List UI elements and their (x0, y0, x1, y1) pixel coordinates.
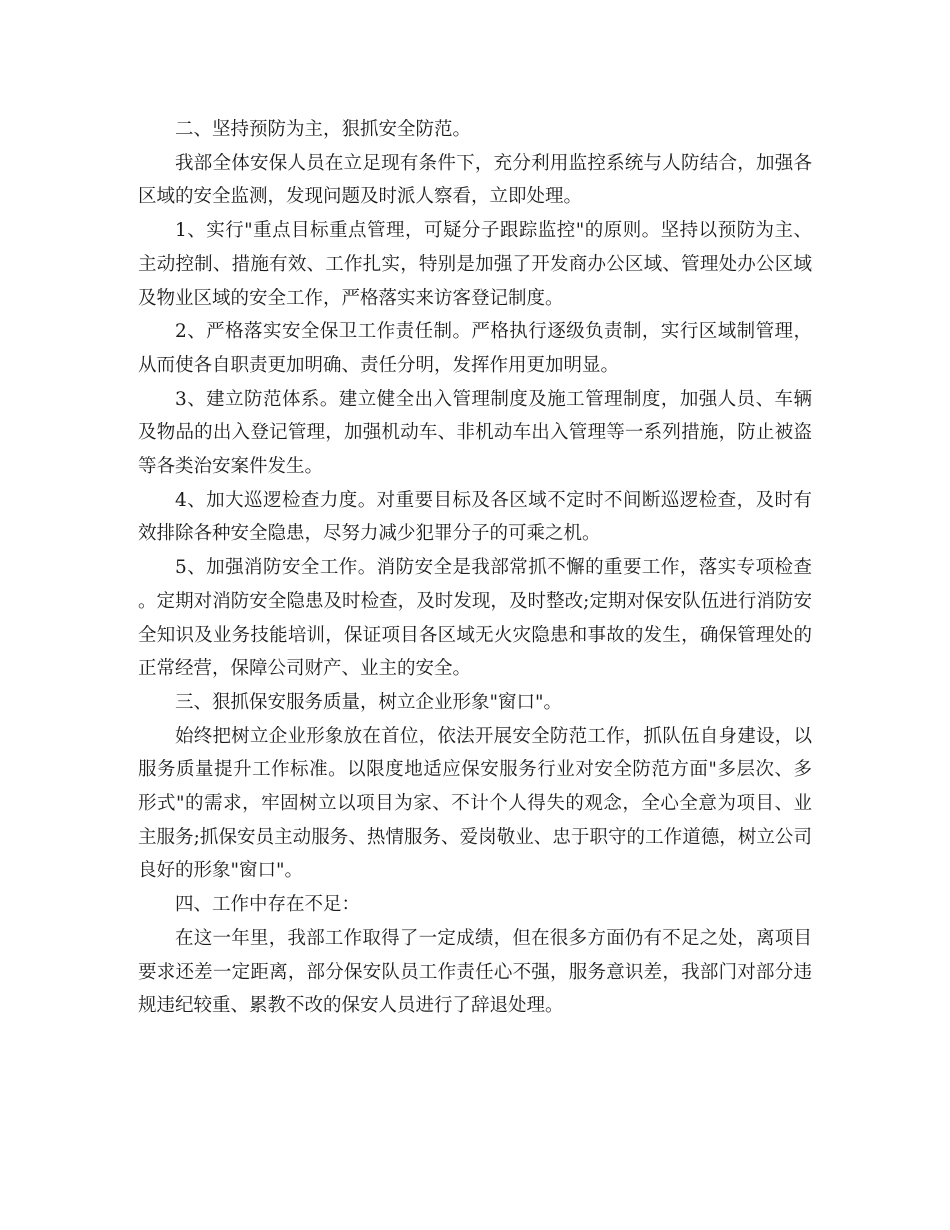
paragraph-overview: 我部全体安保人员在立足现有条件下，充分利用监控系统与人防结合，加强各区域的安全监测，发现问题及时派人察看，立即处理。 (138, 152, 812, 208)
paragraph-shortcomings: 在这一年里，我部工作取得了一定成绩，但在很多方面仍有不足之处，离项目要求还差一定距离，部分保安队员工作责任心不强，服务意识差，我部门对部分违规违纪较重、累教不改的保安人员进行了辞退处理。 (138, 927, 812, 1017)
section-heading-prevention: 二、坚持预防为主，狠抓安全防范。 (175, 119, 472, 140)
paragraph-item-5: 5、加强消防安全工作。消防安全是我部常抓不懈的重要工作，落实专项检查。定期对消防安全隐患及时检查，及时发现，及时整改;定期对保安队伍进行消防安全知识及业务技能培训，保证项目各区域无火灾隐患和事故的发生，确保管理处的正常经营，保障公司财产、业主的安全。 (138, 557, 812, 680)
paragraph-service-quality: 始终把树立企业形象放在首位，依法开展安全防范工作，抓队伍自身建设，以服务质量提升工作标准。以限度地适应保安服务行业对安全防范方面"多层次、多形式"的需求，牢固树立以项目为家、不计个人得失的观念，全心全意为项目、业主服务;抓保安员主动服务、热情服务、爱岗敬业、忠于职守的工作道德，树立公司良好的形象"窗口"。 (138, 725, 812, 882)
paragraph-item-2: 2、严格落实安全保卫工作责任制。严格执行逐级负责制，实行区域制管理，从而使各自职责更加明确、责任分明，发挥作用更加明显。 (138, 321, 812, 376)
paragraph-item-4: 4、加大巡逻检查力度。对重要目标及各区域不定时不间断巡逻检查，及时有效排除各种安全隐患，尽努力减少犯罪分子的可乘之机。 (138, 489, 812, 545)
paragraph-item-1: 1、实行"重点目标重点管理，可疑分子跟踪监控"的原则。坚持以预防为主、主动控制、措施有效、工作扎实，特别是加强了开发商办公区域、管理处办公区域及物业区域的安全工作，严格落实来访客登记制度。 (138, 220, 812, 309)
section-heading-shortcomings: 四、工作中存在不足： (175, 894, 361, 916)
section-heading-service-quality: 三、狠抓保安服务质量，树立企业形象"窗口"。 (175, 691, 563, 713)
paragraph-item-3: 3、建立防范体系。建立健全出入管理制度及施工管理制度，加强人员、车辆及物品的出入登记管理，加强机动车、非机动车出入管理等一系列措施，防止被盗等各类治安案件发生。 (138, 388, 812, 478)
document-body (138, 113, 812, 1023)
